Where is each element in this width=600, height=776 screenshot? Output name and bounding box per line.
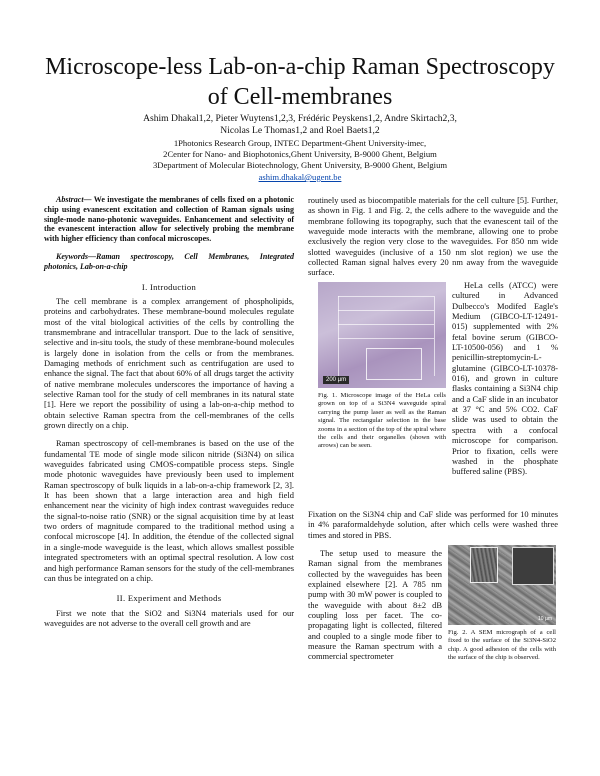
left-column xyxy=(44,195,294,628)
fixation-paragraph: Fixation on the Si3N4 chip and CaF slide was performed for 10 minutes in 4% paraformaldehyde solution, after which cells were washed three times and stored in PBS. xyxy=(308,509,558,540)
authors-line-1: Ashim Dhakal1,2, Pieter Wuytens1,2,3, Frédéric Peyskens1,2, Andre Skirtach2,3, xyxy=(143,113,457,124)
author-email-link[interactable]: ashim.dhakal@ugent.be xyxy=(258,172,342,182)
right-column-setup xyxy=(308,548,442,662)
intro-paragraph-1: The cell membrane is a complex arrangement of phospholipids, proteins and carbohydrates. These membrane-bound molecules regulate most of the vital biological activities of the cells by controlling the transmembrane and intracellular transport. Due to the lack of sensitive, selective and in-situ tools, the study of these membrane-bound molecules is largely done in isolation from the cells or from the membranes. Damaging methods of enrichment such as centrifugation are used to enhance the signal. The fact that about 60% of all drugs target the activity of native membrane molecules underscores the importance of having a selective Raman tool for the study of cell membranes in its natural state [1]. Here we report the possibility of using a lab-on-a-chip method to obtain selective Raman spectra from the cell-membranes of the cells grown directly on a chip. xyxy=(44,295,294,431)
keywords-label: Keywords— xyxy=(56,251,96,261)
abstract xyxy=(44,195,294,244)
right-column-fixation xyxy=(308,509,558,540)
figure-1-scale-bar: 200 µm xyxy=(323,376,349,384)
figure-1-caption: Fig. 1. Microscope image of the HeLa cells grown on top of a Si3N4 waveguide spiral carrying the pump laser as well as the Raman signal. The rectangular selection in the base zooms in a section of the top of the spiral where the cells and their organelles (shown with arrows) can be seen. xyxy=(318,392,446,450)
methods-paragraph-1: First we note that the SiO2 and Si3N4 materials used for our waveguides are not adverse to the overall cell growth and are xyxy=(44,607,294,628)
paper-title xyxy=(30,52,570,112)
authors-line-2: Nicolas Le Thomas1,2 and Roel Baets1,2 xyxy=(220,125,380,136)
figure-2-inset-left xyxy=(470,547,498,583)
right-column-hela xyxy=(452,280,558,477)
figure-2-scale-label: 10 µm xyxy=(538,616,552,622)
figure-2-inset-right xyxy=(512,547,554,585)
section-heading-introduction: I. Introduction xyxy=(141,281,197,292)
abstract-text: We investigate the membranes of cells fixed on a photonic chip using evanescent excitation and collection of Raman signals using single-mode nano-photonic waveguides. Enhancement and selectivity of the evanescent interaction allow for selectively probing the membrane with higher efficiency than confocal microscopes. xyxy=(44,195,294,244)
abstract-label: Abstract— xyxy=(56,195,92,204)
affiliation-2: 2Center for Nano- and Biophotonics,Ghent University, B-9000 Ghent, Belgium xyxy=(163,149,437,159)
right-column-top xyxy=(308,195,558,278)
right-paragraph-top: routinely used as biocompatible materials for the cell culture [5]. Further, as shown in Fig. 1 and Fig. 2, the cells adhere to the waveguide and the membrane following its topography, such that the evanescent tail of the waveguide mode interacts with the membrane, allowing one to probe exclusively the region very close to the waveguides. For 850 nm wide slotted waveguides (inclusive of a 150 nm slot region) we use the collected Raman signal halves every 20 nm away from the waveguide surface. xyxy=(308,195,558,278)
intro-paragraph-2: Raman spectroscopy of cell-membranes is based on the use of the fundamental TE mode of single mode silicon nitride (Si3N4) on silica waveguides fabricated using CMOS-compatible process steps. Single mode photonic waveguides have previously been used to implement Raman spectroscopy of bulk liquids in a lab-on-a-chip framework [2, 3]. It has been shown that a large interaction area and high field enhancement near the vicinity of high index contrast waveguides reduce the signal-to-noise ratio (SNR) or the signal acquisition time by at least two orders of magnitude compared to the traditional method using a confocal microscope [4]. In addition, the étendue of the collected signal in a single-mode waveguide is the least, which allows smallest possible integrated spectrometers with an optimal spectral resolution. A low cost and high performance Raman sensors for the study of the cell-membranes can thus be integrated on a chip. xyxy=(44,438,294,583)
hela-paragraph: HeLa cells (ATCC) were cultured in Advanced Dulbecco's Modifed Eagle's Medium (GIBCO-LT-12491-015) supplemented with 2% fetal bovine serum (GIBCO-LT-10500-056) and 1 % penicillin-streptomycin-L-glutamine (GIBCO-LT-10378-016), and grown in culture flasks containing a Si3N4 chip and a CaF slide in an incubator at 37 °C and 5% CO2. CaF slide was used to obtain the spectra with a confocal microscope for comparison. Prior to fixation, cells were washed in the phosphate buffered saline (PBS). xyxy=(452,280,558,477)
figure-2-caption: Fig. 2. A SEM micrograph of a cell fixed to the surface of the Si3N4-SiO2 chip. A good adhesion of the cells with the surface of the chip is observed. xyxy=(448,629,556,662)
setup-paragraph: The setup used to measure the Raman signal from the membranes collected by the waveguides has been explained elsewhere [2]. A 785 nm pump with 30 mW power is coupled to the waveguide with about 8±2 dB coupling loss per facet. The co-propagating light is collected, filtered and coupled to a single mode fiber to measure the Raman spectrum with a commercial spectrometer xyxy=(308,548,442,662)
figure-1-microscope-image xyxy=(318,282,446,388)
figure-2-sem-micrograph xyxy=(448,545,556,625)
keywords xyxy=(44,252,294,272)
section-heading-methods: II. Experiment and Methods xyxy=(116,593,222,604)
keywords-text: Raman spectroscopy, Cell Membranes, Integrated photonics, Lab-on-a-chip xyxy=(44,251,294,271)
affiliation-3: 3Department of Molecular Biotechnology, Ghent University, B-9000 Ghent, Belgium xyxy=(152,160,448,170)
title-line-1: Microscope-less Lab-on-a-chip Raman Spectroscopy xyxy=(45,54,555,80)
affiliation-1: 1Photonics Research Group, INTEC Department-Ghent University-imec, xyxy=(173,138,427,148)
title-line-2: of Cell-membranes xyxy=(207,84,393,110)
author-list xyxy=(40,113,560,137)
